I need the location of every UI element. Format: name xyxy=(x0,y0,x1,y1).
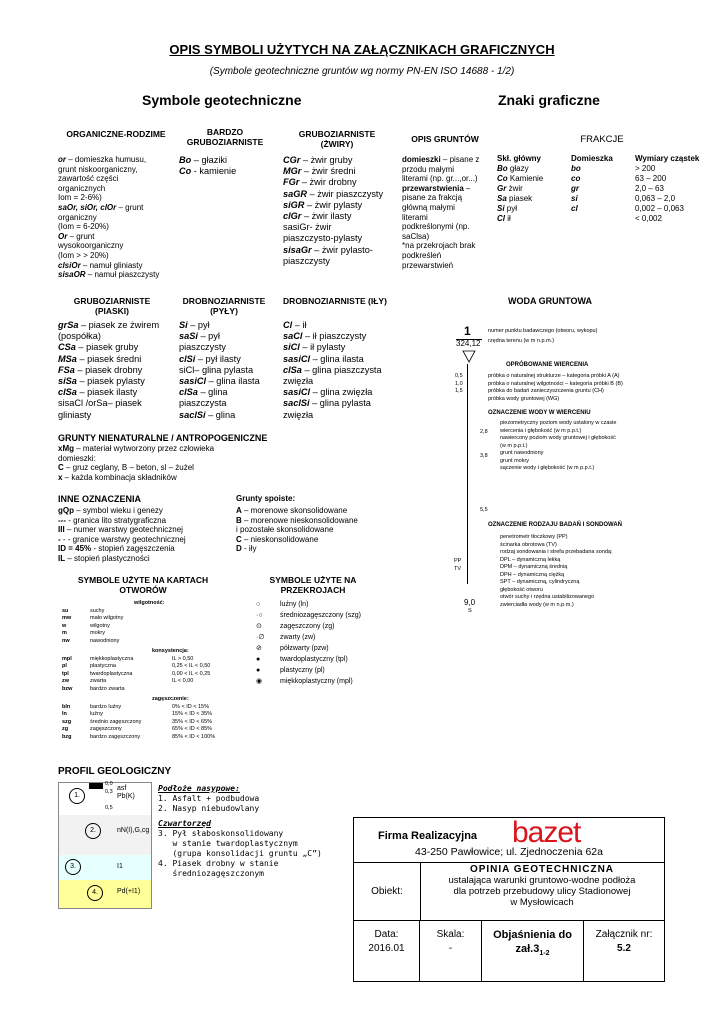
layer-4-label: Pd(+I1) xyxy=(117,888,141,895)
depth-2: 0,5 xyxy=(105,805,113,811)
sampling-item: próbka o naturalnej wilgotności – kategoria próbki B (B) xyxy=(488,380,623,387)
profile-column xyxy=(58,782,152,909)
silt-item: saclSi – glina xyxy=(179,409,236,420)
sand-head: GRUBOZIARNISTE (PIASKI) xyxy=(73,296,151,316)
sand-item: CSa – piasek gruby xyxy=(58,342,139,353)
clay-item: clSa – glina piaszczysta xyxy=(283,364,382,375)
water-state-item: sączenie wody i głębokość (w m p.p.t.) xyxy=(500,465,595,471)
silt-head: DROBNOZIARNISTE (PYŁY) xyxy=(182,296,266,316)
organic-item: (Iom = 6-20%) xyxy=(58,222,109,232)
annex-label: Załącznik nr: xyxy=(595,929,653,940)
fraction-cell: Co Kamienie xyxy=(497,174,544,183)
map-symbol-row xyxy=(62,704,242,712)
soil-desc-item: przewarstwienia – xyxy=(402,183,471,193)
cohesive-item: A – morenowe skonsolidowane xyxy=(236,506,348,515)
explain-1: Objaśnienia do xyxy=(493,929,572,941)
organic-item: clsiOr – namuł gliniasty xyxy=(58,260,143,270)
soil-desc-item: pisane za frakcją xyxy=(402,193,463,203)
map-symbol-row xyxy=(62,734,242,742)
soil-desc-item: główną małymi xyxy=(402,202,455,212)
scale-value: - xyxy=(448,943,453,954)
probe-item: DPL – dynamiczną lekką xyxy=(500,556,561,563)
map-symbol-cell: bzg xyxy=(62,733,72,740)
probe-item: zwierciadła wody (w m n.p.m.) xyxy=(500,601,574,608)
map-symbol-cell: 65% < ID < 85% xyxy=(172,726,213,732)
water-state-item: grunt mokry xyxy=(500,457,530,464)
probe-item: ścinarka obrotowa (TV) xyxy=(500,541,557,548)
title-block xyxy=(353,817,665,982)
clay-item: saCl – ił piaszczysty xyxy=(283,331,367,342)
sampling-head: OPRÓBOWANIE WIERCENIA xyxy=(506,362,589,368)
fraction-cell: < 0,002 xyxy=(635,214,662,223)
section-symbol-item: ·○ średniozagęszczony (szg) xyxy=(256,612,361,619)
anthro-item: domieszki: xyxy=(58,453,96,463)
legend-item: 2. Nasyp niebudowlany xyxy=(158,804,260,813)
probe-item: DPM – dynamiczną średnią xyxy=(500,564,568,570)
sampling-item: próbka wody gruntowej (WG) xyxy=(488,395,560,402)
section-marker-icon: ○ xyxy=(256,601,261,608)
clay-item: sasiCl – glina ilasta xyxy=(283,353,364,364)
cohesive-item: i pozostałe skonsolidowane xyxy=(236,525,334,535)
section-symbol-item: ⊘ półzwarty (pzw) xyxy=(256,645,329,652)
maps-head: SYMBOLE UŻYTE NA KARTACH OTWORÓW xyxy=(77,575,209,595)
sand-item: sisaCl /orSa– piasek xyxy=(58,398,142,409)
bottom-s: S xyxy=(468,608,472,614)
very-coarse-item: Bo – głaziki xyxy=(179,155,227,165)
gravel-item: CGr – żwir gruby xyxy=(283,155,353,165)
map-symbol-cell: w xyxy=(62,622,67,629)
project-block xyxy=(420,864,664,908)
fraction-row xyxy=(497,174,719,184)
sand-item: MSa – piasek średni xyxy=(58,353,142,364)
map-symbol-cell: zwarta xyxy=(90,678,107,684)
object-label: Obiekt: xyxy=(354,862,421,920)
map-symbol-cell: 0,25 < IL < 0,50 xyxy=(172,663,211,669)
depth-1: 0,3 xyxy=(105,789,113,795)
anthro-list xyxy=(58,444,358,482)
other-item: - - - granice warstwy geotechnicznej xyxy=(58,534,186,544)
firm-name: Firma Realizacyjna xyxy=(378,830,478,842)
soil-desc-item: literami (np. gr...,or...) xyxy=(402,174,478,184)
scale-label: Skala: xyxy=(436,929,465,940)
probe-list xyxy=(500,534,700,609)
date-value: 2016.01 xyxy=(368,943,405,954)
silt-item: Si – pył xyxy=(179,320,210,330)
gravel-list xyxy=(283,155,398,267)
map-symbol-cell: bardzo zwarta xyxy=(90,685,125,692)
section-symbol-item: ● plastyczny (pl) xyxy=(256,667,325,674)
section-marker-icon: ◉ xyxy=(256,678,263,685)
legend-item: w stanie twardoplastycznym xyxy=(158,839,298,848)
sample-depth: 1,0 xyxy=(455,380,463,387)
map-symbol-row xyxy=(62,711,242,719)
map-symbol-cell: mokry xyxy=(90,630,105,636)
map-symbol-cell: średnio zagęszczony xyxy=(90,718,142,725)
fraction-cell: 0,063 – 2,0 xyxy=(635,194,676,203)
anthro-head: GRUNTY NIENATURALNE / ANTROPOGENICZNE xyxy=(58,433,268,443)
silt-item: piaszczysty xyxy=(179,342,226,353)
legend-item: (grupa konsolidacji gruntu „C”) xyxy=(158,849,322,858)
map-symbol-cell: 85% < ID < 100% xyxy=(172,733,216,740)
layer-1-label: Pb(K) xyxy=(117,793,135,800)
probe-item: głębokość otworu xyxy=(500,586,543,593)
sand-item: grSa – piasek ze żwirem xyxy=(58,320,160,330)
geo-section-title: Symbole geotechniczne xyxy=(142,92,302,108)
section-marker-icon: ·∅ xyxy=(256,634,265,641)
organic-list xyxy=(58,155,173,280)
map-symbol-cell: bln xyxy=(62,703,71,710)
graph-section-title: Znaki graficzne xyxy=(498,92,600,108)
clay-item: siCl – ił pylasty xyxy=(283,342,346,353)
clay-item: zwięzła xyxy=(283,376,314,387)
cohesive-item: C – nieskonsolidowane xyxy=(236,534,319,544)
map-symbol-cell: tpl xyxy=(62,670,69,677)
fraction-col-header: Domieszka xyxy=(571,154,613,163)
gravel-item: sisaGr – żwir pylasto- xyxy=(283,244,373,255)
other-list xyxy=(58,506,258,564)
legend-item: 4. Piasek drobny w stanie xyxy=(158,859,279,868)
silt-list xyxy=(179,320,289,421)
organic-item: or – domieszka humusu, xyxy=(58,155,147,164)
map-symbol-row xyxy=(62,656,242,664)
section-symbol-item: ○ luźny (ln) xyxy=(256,601,309,608)
gravel-item: MGr – żwir średni xyxy=(283,166,356,177)
map-symbol-row xyxy=(62,719,242,727)
section-symbol-item: ·∅ zwarty (zw) xyxy=(256,634,316,641)
clay-list xyxy=(283,320,403,421)
map-symbol-cell: bzw xyxy=(62,685,73,692)
map-symbol-cell: bardzo luźny xyxy=(90,703,122,710)
sand-list xyxy=(58,320,178,421)
sand-item: gliniasty xyxy=(58,409,92,420)
map-symbol-row xyxy=(62,638,242,646)
point-number-desc: numer punktu badawczego (otworu, wykopu) xyxy=(488,328,598,334)
other-item: gQp – symbol wieku i genezy xyxy=(58,506,163,515)
section-marker-icon: ⊘ xyxy=(256,645,262,652)
organic-item: zawartość części xyxy=(58,174,119,184)
sand-item: siSa – piasek pylasty xyxy=(58,376,145,387)
other-item: III – numer warstwy geotechnicznej xyxy=(58,525,183,535)
fraction-cell: > 200 xyxy=(635,164,656,173)
other-item: IL – stopień plastyczności xyxy=(58,553,150,563)
map-symbol-cell: nw xyxy=(62,637,70,644)
section-symbol-item: ⊙ zagęszczony (zg) xyxy=(256,623,335,630)
map-symbol-row xyxy=(62,726,242,734)
very-coarse-item: Co - kamienie xyxy=(179,166,237,177)
very-coarse-head: BARDZO GRUBOZIARNISTE xyxy=(186,127,264,147)
firm-address: 43-250 Pawłowice; ul. Zjednoczenia 62a xyxy=(415,846,603,858)
fraction-cell: gr xyxy=(571,184,579,193)
section-marker-icon: ⊙ xyxy=(256,623,262,630)
fraction-cell: 2,0 – 63 xyxy=(635,184,664,193)
map-symbol-cell: mpl xyxy=(62,655,72,662)
company-logo: bazet xyxy=(512,816,581,849)
silt-item: saSi – pył xyxy=(179,331,220,342)
depth-0: 0,0 xyxy=(105,781,113,787)
map-symbol-row xyxy=(62,678,242,686)
elevation: 324,12 xyxy=(456,339,481,348)
fraction-cell: cl xyxy=(571,204,578,213)
probe-item: otwór suchy i rzędna ustabilizowanego xyxy=(500,594,595,600)
map-symbol-cell: zw xyxy=(62,678,70,684)
very-coarse-list xyxy=(179,155,279,177)
map-symbol-row xyxy=(62,623,242,631)
fractions-table xyxy=(497,154,719,224)
organic-item: organiczny xyxy=(58,212,97,222)
map-symbol-row xyxy=(62,630,242,638)
organic-item: grunt niskoorganiczny, xyxy=(58,164,138,174)
organic-item: wysokoorganiczny xyxy=(58,241,124,251)
sample-depth: 0,5 xyxy=(455,373,463,379)
map-symbol-cell: m xyxy=(62,630,67,636)
organic-item: organicznych xyxy=(58,183,106,193)
sample-depth: 1,5 xyxy=(455,388,463,394)
silt-item: clSi – pył ilasty xyxy=(179,353,241,364)
map-symbol-cell xyxy=(172,686,232,694)
section-marker-icon: ● xyxy=(256,667,261,674)
probe-item: rodzaj sondowania i strefa przebadana sondą: xyxy=(500,549,613,555)
soil-desc-item: przodu małymi xyxy=(402,164,455,174)
organic-item: Iom = 2-6%) xyxy=(58,193,102,203)
clay-item: Cl – ił xyxy=(283,320,307,330)
water-head: WODA GRUNTOWA xyxy=(508,296,592,306)
fraction-cell: Cl ił xyxy=(497,214,511,223)
map-symbol-cell: twardoplastyczna xyxy=(90,670,133,677)
soil-desc-item: przewarstwień xyxy=(402,260,454,270)
map-symbol-cell: wilgotny xyxy=(90,622,110,629)
map-symbol-cell: luźny xyxy=(90,711,103,717)
map-symbol-cell: nawodniony xyxy=(90,637,120,644)
layer-1-num: 1. xyxy=(69,788,85,804)
fraction-row xyxy=(497,214,719,224)
bottom-depth: 9,0 xyxy=(464,598,476,607)
fraction-row xyxy=(497,164,719,174)
other-head: INNE OZNACZENIA xyxy=(58,494,141,504)
water-state-item: nawiercony poziom wody gruntowej i głębokość xyxy=(500,435,616,441)
clay-head: DROBNOZIARNISTE (IŁY) xyxy=(283,296,387,306)
fraction-row xyxy=(497,194,719,204)
project-title: OPINIA GEOTECHNICZNA xyxy=(469,864,615,875)
anthro-item: x – każda kombinacja składników xyxy=(58,472,177,482)
map-symbol-row xyxy=(62,663,242,671)
gravel-head: GRUBOZIARNISTE (ŻWIRY) xyxy=(298,129,376,149)
project-desc-3: w Mysłowicach xyxy=(510,897,574,908)
map-symbol-cell: IL > 0,50 xyxy=(172,655,194,662)
probe-item: penetrometr tłoczkowy (PP) xyxy=(500,534,568,540)
map-symbol-cell: 35% < ID < 65% xyxy=(172,718,213,725)
water-state-list xyxy=(500,420,700,473)
map-symbol-cell: IL < 0,00 xyxy=(172,678,194,684)
map-symbol-cell: pl xyxy=(62,663,67,669)
organic-item: sisaOR – namuł piaszczysty xyxy=(58,270,160,280)
sampling-item: próbka o naturalnej strukturze – kategoria próbki A (A) xyxy=(488,373,620,379)
section-marker-icon: ● xyxy=(256,656,261,663)
water-depth: 2,8 xyxy=(480,429,488,435)
water-state-head: OZNACZENIE WODY W WIERCENIU xyxy=(488,410,591,416)
fraction-row xyxy=(497,184,719,194)
organic-item: (Iom > > 20%) xyxy=(58,250,109,260)
anthro-item: C – gruz ceglany, B – beton, sl – żużel xyxy=(58,463,194,473)
map-symbol-cell: mw xyxy=(62,615,72,621)
legend-item: 1. Asfalt + podbudowa xyxy=(158,794,260,803)
clay-item: saclSi – glina pylasta xyxy=(283,398,371,409)
soil-desc-item: podkreśleń xyxy=(402,250,442,260)
soil-desc-item: literami xyxy=(402,212,428,222)
map-symbol-row xyxy=(62,615,242,623)
fraction-cell: Bo głazy xyxy=(497,164,529,173)
legend-head-1: Podłoże nasypowe: xyxy=(158,784,240,793)
gravel-item: piaszczysty xyxy=(283,255,330,266)
map-symbol-cell: ln xyxy=(62,711,67,717)
probe-label-tv: TV xyxy=(454,566,462,572)
water-state-item: piezometryczny poziom wody ustalony w czasie xyxy=(500,420,617,426)
section-symbol-item: ● twardoplastyczny (tpl) xyxy=(256,656,348,663)
triangle-icon xyxy=(462,350,476,364)
cohesive-item: D - iły xyxy=(236,544,257,554)
anthro-item: xMg – materiał wytworzony przez człowieka xyxy=(58,444,215,453)
soil-desc-list xyxy=(402,155,502,270)
graphic-legend xyxy=(454,322,704,622)
layer-3-num: 3. xyxy=(65,859,81,875)
sand-item: clSa – piasek ilasty xyxy=(58,387,138,398)
map-symbol-cell: su xyxy=(62,607,69,614)
section-marker-icon: ·○ xyxy=(256,612,263,619)
fraction-cell: co xyxy=(571,174,581,183)
layer-top-label: asf xyxy=(117,785,127,792)
other-item: --- - granica lito stratygraficzna xyxy=(58,515,167,525)
clay-item: sasiCl – glina zwięzła xyxy=(283,387,373,398)
page-subtitle: (Symbole geotechniczne gruntów wg normy PN-EN ISO 14688 - 1/2) xyxy=(209,66,515,77)
gravel-item: FGr – żwir drobny xyxy=(283,177,357,188)
fraction-cell: Sa piasek xyxy=(497,194,533,203)
project-desc-2: dla potrzeb przebudowy ulicy Stadionowej xyxy=(453,886,631,897)
silt-item: clSa – glina xyxy=(179,387,228,398)
map-symbol-cell: zagęszczony xyxy=(90,726,122,732)
silt-item: siCl– glina pylasta xyxy=(179,364,254,375)
page-title: OPIS SYMBOLI UŻYTYCH NA ZAŁĄCZNIKACH GRAFICZNYCH xyxy=(169,42,555,57)
layer-2-num: 2. xyxy=(85,823,101,839)
fraction-col-header: Skł. główny xyxy=(497,154,542,163)
map-symbol-cell: 0% < ID < 15% xyxy=(172,703,209,710)
section-symbol-item: ◉ miękkoplastyczny (mpl) xyxy=(256,678,353,685)
clay-item: zwięzła xyxy=(283,409,314,420)
map-symbol-row xyxy=(62,686,242,694)
fraction-cell: 0,002 – 0,063 xyxy=(635,204,684,213)
map-symbol-cell: 0,00 < IL < 0,25 xyxy=(172,670,211,677)
sections-sym-head: SYMBOLE UŻYTE NA PRZEKROJACH xyxy=(269,575,357,595)
water-state-item: wiercenia i głębokość (w m p.p.t.) xyxy=(500,427,582,434)
fraction-cell: Si pył xyxy=(497,204,518,213)
map-symbol-row xyxy=(62,608,242,616)
soil-desc-item: saClsa) xyxy=(402,231,430,241)
fraction-cell: Gr żwir xyxy=(497,184,523,193)
water-state-item: grunt nawodniony xyxy=(500,450,544,456)
fraction-cell xyxy=(571,214,635,224)
silt-item: piaszczysta xyxy=(179,398,227,409)
fractions-head: FRAKCJE xyxy=(580,134,624,145)
density-head: zagęszczenie: xyxy=(152,696,189,702)
legend-item: średniozagęszczonym xyxy=(158,869,264,878)
cohesive-head: Grunty spoiste: xyxy=(236,494,296,503)
probe-head: OZNACZENIE RODZAJU BADAŃ I SONDOWAŃ xyxy=(488,522,623,528)
organic-item: Or – grunt xyxy=(58,231,95,241)
explain-sub: 1-2 xyxy=(539,950,550,958)
sampling-list xyxy=(488,373,698,403)
map-symbol-cell: plastyczna xyxy=(90,663,116,669)
map-symbol-cell: mało wilgotny xyxy=(90,615,124,621)
profile-legend xyxy=(158,784,348,879)
consistency-head: konsystencja: xyxy=(152,648,189,654)
gravel-item: sasiGr- żwir xyxy=(283,222,332,233)
legend-item: 3. Pył słaboskonsolidowany xyxy=(158,829,284,838)
date-label: Data: xyxy=(374,929,399,940)
sand-item: FSa – piasek drobny xyxy=(58,364,143,375)
sampling-item: próbka do badań zanieczyszczenia gruntu (CH) xyxy=(488,388,604,394)
cohesive-list xyxy=(236,506,436,554)
project-desc-1: ustalająca warunki gruntowo-wodne podłoża xyxy=(448,875,636,886)
point-number: 1 xyxy=(464,324,471,338)
layer-4-num: 4. xyxy=(87,885,103,901)
other-item: ID = 45% - stopień zagęszczenia xyxy=(58,544,175,554)
moisture-head: wilgotność: xyxy=(134,600,165,606)
fraction-cell: bo xyxy=(571,164,581,173)
map-symbol-cell: suchy xyxy=(90,607,105,614)
map-symbol-row xyxy=(62,671,242,679)
map-symbol-cell: zg xyxy=(62,726,69,732)
map-symbol-cell: bardzo zagęszczony xyxy=(90,733,141,740)
fraction-cell: 63 – 200 xyxy=(635,174,667,183)
legend-head-2: Czwartorzęd xyxy=(158,819,211,828)
sections-sym-list xyxy=(248,599,388,687)
explain-2: zał.3 xyxy=(515,943,540,955)
soil-desc-item: domieszki – pisane z xyxy=(402,155,480,164)
map-symbol-cell: 15% < ID < 35% xyxy=(172,711,213,717)
gravel-item: siGR – żwir pylasty xyxy=(283,199,363,210)
water-depth: 3,8 xyxy=(480,453,488,459)
probe-label-pp: PP xyxy=(454,558,462,564)
map-symbol-cell: miękkoplastyczna xyxy=(90,655,134,662)
gravel-item: piaszczysto-pylasty xyxy=(283,233,363,244)
water-state-item: (w m p.p.t.) xyxy=(500,442,528,449)
sand-item: (pospółka) xyxy=(58,331,101,342)
silt-item: sasiCl – glina ilasta xyxy=(179,376,260,387)
soil-desc-head: OPIS GRUNTÓW xyxy=(411,134,479,144)
fraction-cell: si xyxy=(571,194,578,203)
elevation-desc: rzędna terenu (w m n.p.m.) xyxy=(488,338,555,344)
organic-head: ORGANICZNE-RODZIME xyxy=(66,129,166,139)
layer-3-label: I1 xyxy=(117,863,123,870)
maps-table xyxy=(62,600,242,741)
profile-head: PROFIL GEOLOGICZNY xyxy=(58,766,172,777)
cohesive-item: B – morenowe nieskonsolidowane xyxy=(236,515,358,525)
fraction-col-header: Wymiary cząstek xyxy=(635,154,700,163)
organic-item: saOr, siOr, clOr – grunt xyxy=(58,202,144,212)
fraction-row xyxy=(497,204,719,214)
sample-depths xyxy=(455,373,463,396)
map-symbol-cell: szg xyxy=(62,718,72,725)
layer-2-label: nN(I),G,cg xyxy=(117,827,150,834)
gravel-item: clGr – żwir ilasty xyxy=(283,211,352,222)
probe-item: DPH – dynamiczną ciężką xyxy=(500,571,565,578)
soil-desc-item: *na przekrojach brak xyxy=(402,241,476,251)
annex-value: 5.2 xyxy=(617,943,631,954)
soil-desc-item: podkreślonymi (np. xyxy=(402,222,470,232)
probe-item: SPT – dynamiczną, cylindryczną xyxy=(500,579,580,585)
water-depth: 5,5 xyxy=(480,507,488,513)
gravel-item: saGR – żwir piaszczysty xyxy=(283,188,384,199)
